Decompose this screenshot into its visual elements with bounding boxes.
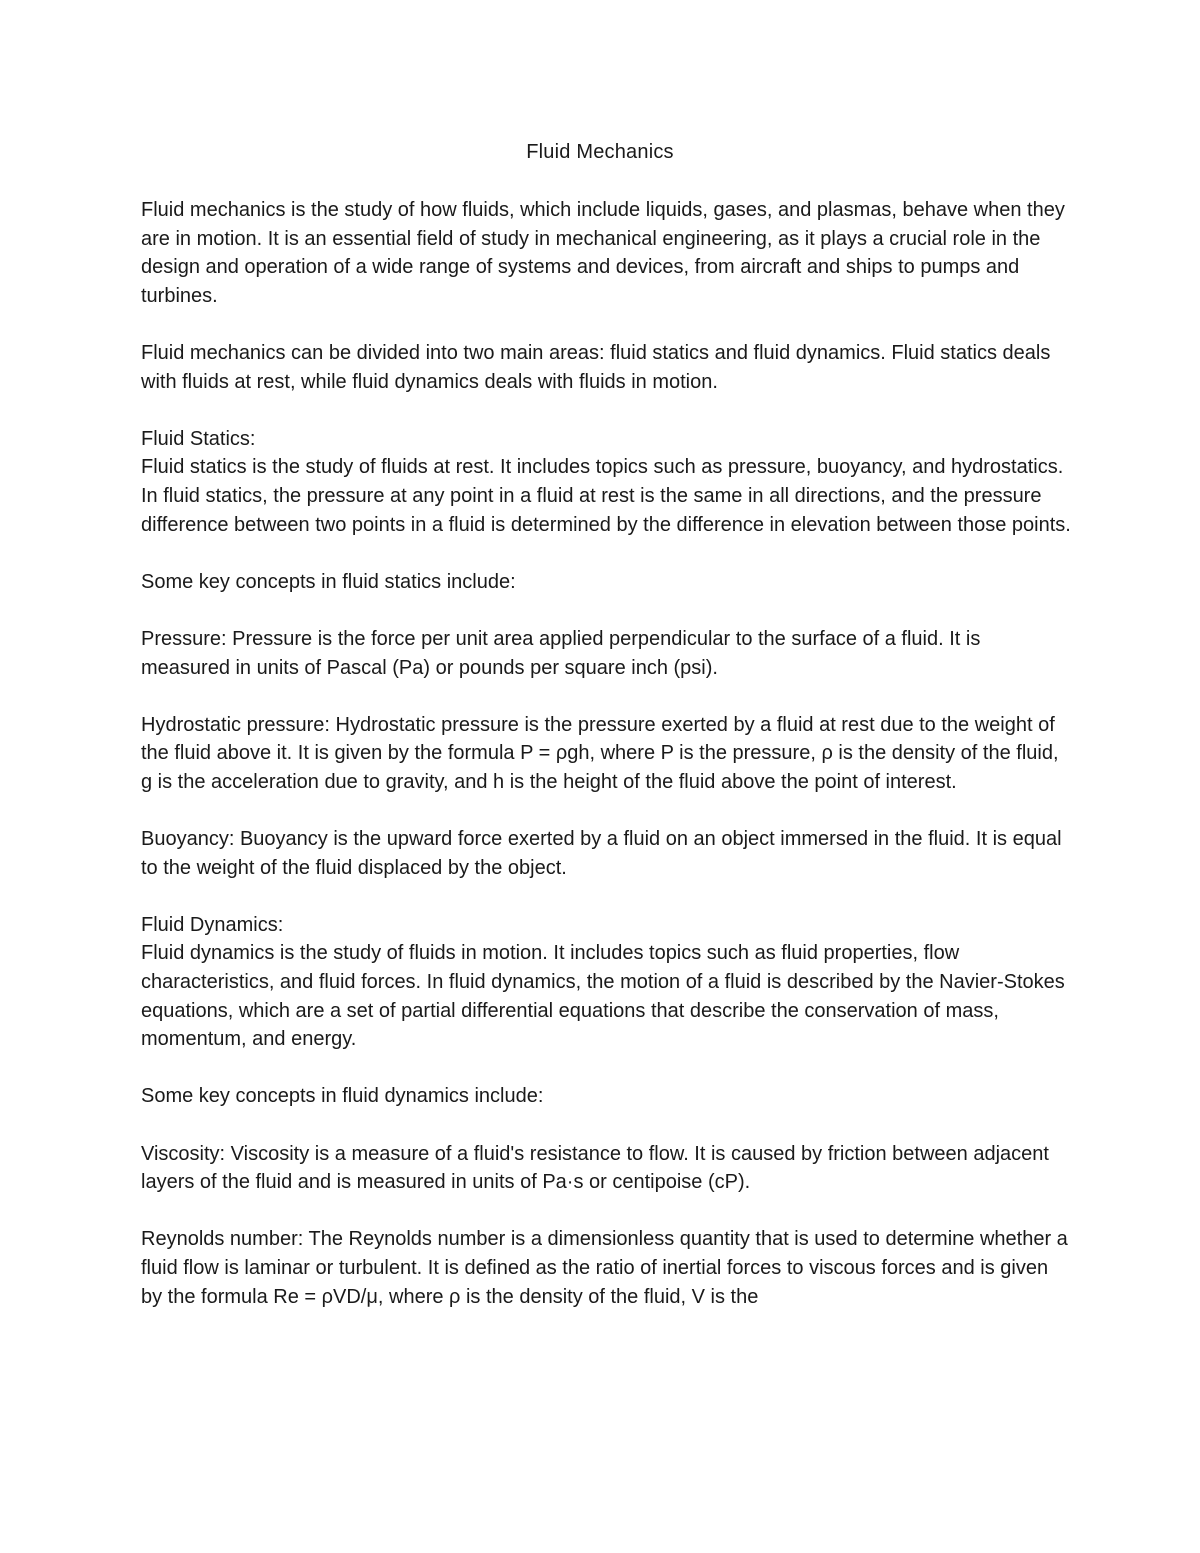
dynamics-concepts-intro: Some key concepts in fluid dynamics include: [141, 1085, 544, 1108]
fluid-dynamics-paragraph: Fluid dynamics is the study of fluids in motion. It includes topics such as fluid properties, flow characteristics, and fluid forces. In fluid dynamics, the motion of a fluid is described by the Navier-Stokes equations, which are a set of partial differential equations that describe the conservation of mass, momentum, and energy. [141, 942, 1065, 1051]
buoyancy-paragraph: Buoyancy: Buoyancy is the upward force exerted by a fluid on an object immersed in the fluid. It is equal to the weight of the fluid displaced by the object. [141, 828, 1062, 879]
pressure-paragraph: Pressure: Pressure is the force per unit area applied perpendicular to the surface of a fluid. It is measured in units of Pascal (Pa) or pounds per square inch (psi). [141, 627, 981, 679]
fluid-statics-paragraph: Fluid statics is the study of fluids at rest. It includes topics such as pressure, buoyancy, and hydrostatics. In fluid statics, the pressure at any point in a fluid at rest is the same in all directions, and the pressure difference between two points in a fluid is determined by the difference in elevation between those points. [141, 456, 1071, 536]
fluid-dynamics-heading: Fluid Dynamics: [141, 913, 284, 936]
statics-concepts-intro: Some key concepts in fluid statics include: [141, 570, 516, 593]
viscosity-paragraph: Viscosity: Viscosity is a measure of a fluid's resistance to flow. It is caused by friction between adjacent layers of the fluid and is measured in units of Pa·s or centipoise (cP). [141, 1142, 1049, 1194]
intro-paragraph: Fluid mechanics is the study of how fluids, which include liquids, gases, and plasmas, behave when they are in motion. It is an essential field of study in mechanical engineering, as it plays a crucial role in the design and operation of a wide range of systems and devices, from aircraft and ships to pumps and turbines. [141, 199, 1065, 307]
reynolds-number-paragraph: Reynolds number: The Reynolds number is a dimensionless quantity that is used to determine whether a fluid flow is laminar or turbulent. It is defined as the ratio of inertial forces to viscous forces and is given by the formula Re = ρVD/μ, where ρ is the density of the fluid, V is the [141, 1228, 1068, 1308]
areas-paragraph: Fluid mechanics can be divided into two main areas: fluid statics and fluid dynamics. Fluid statics deals with fluids at rest, while fluid dynamics deals with fluids in motion. [141, 341, 1051, 393]
document-title: Fluid Mechanics [526, 141, 674, 163]
hydrostatic-pressure-paragraph: Hydrostatic pressure: Hydrostatic pressure is the pressure exerted by a fluid at rest due to the weight of the fluid above it. It is given by the formula P = ρgh, where P is the pressure, ρ is the density of the fluid, g is the acceleration due to gravity, and h is the height of the fluid above the point of interest. [141, 713, 1059, 793]
document-body [141, 196, 1071, 1340]
fluid-statics-heading: Fluid Statics: [141, 427, 256, 450]
